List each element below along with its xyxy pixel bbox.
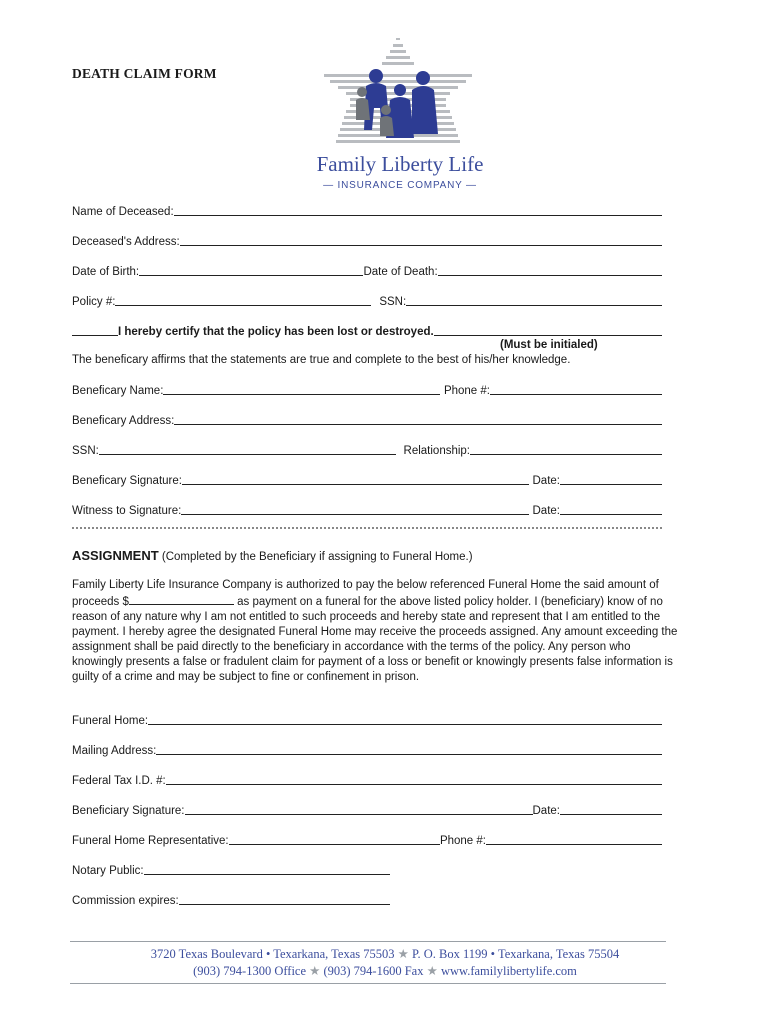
beneficiary-address-label: Beneficary Address: <box>72 415 175 427</box>
witness-date-label: Date: <box>532 505 560 517</box>
dod-label: Date of Death: <box>363 266 438 278</box>
tax-id-row <box>72 771 662 787</box>
funeral-home-row <box>72 711 662 727</box>
certify-row <box>72 322 662 338</box>
representative-label: Funeral Home Representative: <box>72 835 229 847</box>
beneficiary-address-field[interactable] <box>174 412 662 425</box>
assignment-paragraph <box>72 578 682 685</box>
beneficiary-name-field[interactable] <box>163 382 440 395</box>
footer-office: (903) 794-1300 Office <box>193 964 307 978</box>
assign-signature-row <box>72 801 662 817</box>
star-icon: ★ <box>426 964 438 978</box>
tax-id-field[interactable] <box>166 772 662 785</box>
family-star-logo-icon <box>300 30 500 150</box>
certify-text: I hereby certify that the policy has been lost or destroyed. <box>118 326 434 338</box>
beneficiary-name-row <box>72 381 662 397</box>
notary-label: Notary Public: <box>72 865 144 877</box>
assignment-title: ASSIGNMENT <box>72 548 159 563</box>
funeral-home-label: Funeral Home: <box>72 715 149 727</box>
deceased-address-label: Deceased's Address: <box>72 236 180 248</box>
assignment-text-1: Family Liberty Life Insurance Company is authorized to pay the below referenced Funeral Home the said amount of proceeds $ <box>72 579 659 608</box>
footer-address-2: P. O. Box 1199 • Texarkana, Texas 75504 <box>411 947 620 961</box>
star-icon: ★ <box>309 964 321 978</box>
dod-field[interactable] <box>438 263 662 276</box>
tax-id-label: Federal Tax I.D. #: <box>72 775 166 787</box>
dob-label: Date of Birth: <box>72 266 140 278</box>
deceased-name-field[interactable] <box>174 203 662 216</box>
rep-phone-label: Phone #: <box>439 835 486 847</box>
commission-row <box>72 891 390 907</box>
affirm-text: The beneficary affirms that the statements are true and complete to the best of his/her knowledge. <box>72 354 571 366</box>
mailing-address-field[interactable] <box>156 742 662 755</box>
commission-field[interactable] <box>179 892 390 905</box>
beneficiary-signature-field[interactable] <box>182 472 529 485</box>
brand-subtitle: — INSURANCE COMPANY — <box>323 180 477 191</box>
representative-row <box>72 831 662 847</box>
form-title: DEATH CLAIM FORM <box>72 66 217 81</box>
policy-row <box>72 292 662 308</box>
assignment-note: (Completed by the Beneficiary if assigning to Funeral Home.) <box>161 551 473 563</box>
section-divider <box>72 527 662 529</box>
policy-label: Policy #: <box>72 296 116 308</box>
mailing-address-row <box>72 741 662 757</box>
beneficiary-date-field[interactable] <box>560 472 662 485</box>
initial-note: (Must be initialed) <box>500 339 598 351</box>
notary-field[interactable] <box>144 862 390 875</box>
assignment-text-2: as payment on a funeral for the above listed policy holder. I (beneficiary) know of no reason of any nature why I am not entitled to such proceeds and hereby state and represent that I am entitled to the payment. I hereby agree the designated Funeral Home may receive the proceeds assigned. Any amount exceeding the assignment shall be paid directly to the beneficiary in accordance with the terms of the policy. Any person who knowingly presents a false or fradulent claim for payment of a loss or benefit or knowingly presents false information is guilty of a crime and may be subject to fine or confinement in prison. <box>72 596 678 683</box>
assign-date-field[interactable] <box>560 802 662 815</box>
star-icon: ★ <box>397 947 409 961</box>
deceased-ssn-field[interactable] <box>406 293 662 306</box>
representative-field[interactable] <box>229 832 440 845</box>
beneficiary-phone-label: Phone #: <box>443 385 490 397</box>
assignment-heading <box>72 548 473 563</box>
relationship-field[interactable] <box>470 442 662 455</box>
beneficiary-signature-row <box>72 471 662 487</box>
witness-date-field[interactable] <box>560 502 662 515</box>
funeral-home-field[interactable] <box>148 712 662 725</box>
deceased-name-row <box>72 202 662 218</box>
assign-signature-label: Beneficiary Signature: <box>72 805 185 817</box>
beneficiary-ssn-field[interactable] <box>99 442 396 455</box>
deceased-name-label: Name of Deceased: <box>72 206 174 218</box>
footer-rule-bottom <box>70 983 666 984</box>
witness-label: Witness to Signature: <box>72 505 182 517</box>
proceeds-amount-field[interactable] <box>129 593 234 605</box>
brand-name: Family Liberty Life <box>316 152 484 176</box>
beneficiary-ssn-label: SSN: <box>72 445 99 457</box>
dob-field[interactable] <box>139 263 363 276</box>
footer-address <box>60 946 710 962</box>
footer-web[interactable]: www.familylibertylife.com <box>440 964 577 978</box>
dates-row <box>72 262 662 278</box>
deceased-address-row <box>72 232 662 248</box>
commission-label: Commission expires: <box>72 895 179 907</box>
footer-fax: (903) 794-1600 Fax <box>323 964 424 978</box>
beneficiary-address-row <box>72 411 662 427</box>
footer-rule-top <box>70 941 666 942</box>
notary-row <box>72 861 390 877</box>
deceased-address-field[interactable] <box>180 233 662 246</box>
mailing-address-label: Mailing Address: <box>72 745 157 757</box>
witness-row <box>72 501 662 517</box>
witness-field[interactable] <box>181 502 528 515</box>
company-logo <box>300 30 500 205</box>
beneficiary-signature-label: Beneficary Signature: <box>72 475 182 487</box>
policy-field[interactable] <box>115 293 371 306</box>
beneficiary-ssn-row <box>72 441 662 457</box>
beneficiary-name-label: Beneficary Name: <box>72 385 164 397</box>
footer-address-1: 3720 Texas Boulevard • Texarkana, Texas 75503 <box>150 947 395 961</box>
deceased-ssn-label: SSN: <box>379 296 407 308</box>
beneficiary-phone-field[interactable] <box>490 382 662 395</box>
initial-field[interactable] <box>72 323 118 336</box>
footer-contact <box>60 963 710 979</box>
certify-line[interactable] <box>434 323 662 336</box>
rep-phone-field[interactable] <box>486 832 662 845</box>
assign-signature-field[interactable] <box>185 802 533 815</box>
assign-date-label: Date: <box>532 805 560 817</box>
beneficiary-date-label: Date: <box>532 475 560 487</box>
relationship-label: Relationship: <box>403 445 470 457</box>
